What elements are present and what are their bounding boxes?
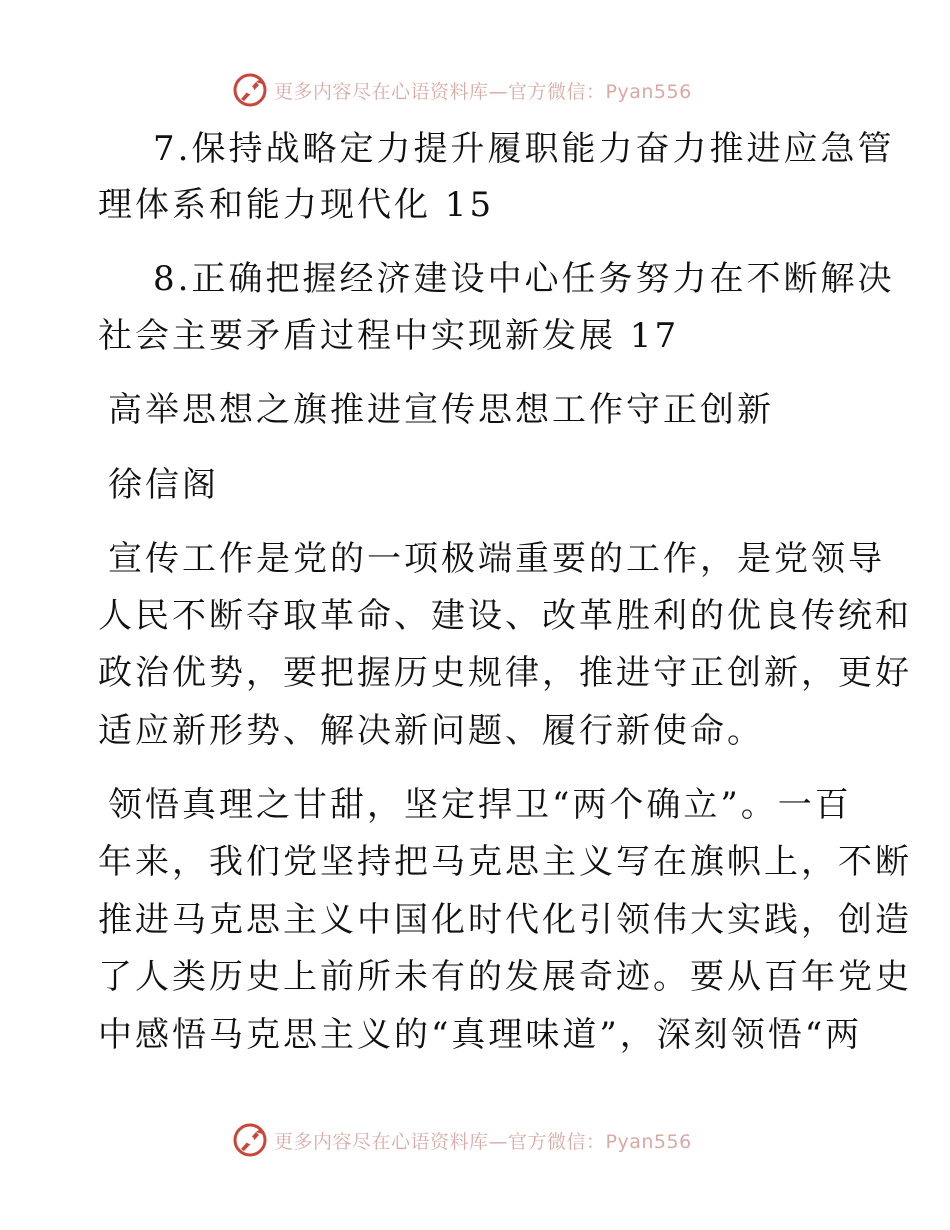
footer-banner-text: 更多内容尽在心语资料库—官方微信：Pyan556 xyxy=(274,1130,692,1153)
quill-logo-icon xyxy=(232,72,268,108)
paragraph-1-line: 宣传工作是党的一项极端重要的工作，是党领导 xyxy=(108,539,885,579)
article-title: 高举思想之旗推进宣传思想工作守正创新 xyxy=(108,390,774,430)
paragraph-1-line: 适应新形势、解决新问题、履行新使命。 xyxy=(98,711,764,751)
paragraph-2-line: 年来，我们党坚持把马克思主义写在旗帜上，不断 xyxy=(98,842,912,882)
quill-logo-icon xyxy=(232,1122,268,1158)
paragraph-2-line: 领悟真理之甘甜，坚定捍卫“两个确立”。一百 xyxy=(108,785,852,825)
footer-banner xyxy=(232,1122,692,1158)
header-banner xyxy=(232,72,692,108)
paragraph-2-line: 了人类历史上前所未有的发展奇迹。要从百年党史 xyxy=(98,957,912,997)
toc-item-7-line1: 7.保持战略定力提升履职能力奋力推进应急管 xyxy=(153,129,895,169)
toc-item-8-line1: 8.正确把握经济建设中心任务努力在不断解决 xyxy=(153,259,895,299)
toc-item-8-line2: 社会主要矛盾过程中实现新发展 17 xyxy=(98,316,680,356)
paragraph-2-line: 中感悟马克思主义的“真理味道”，深刻领悟“两 xyxy=(98,1015,863,1055)
header-banner-text: 更多内容尽在心语资料库—官方微信：Pyan556 xyxy=(274,80,692,103)
toc-item-7-line2: 理体系和能力现代化 15 xyxy=(98,185,495,225)
paragraph-2-line: 推进马克思主义中国化时代化引领伟大实践，创造 xyxy=(98,900,912,940)
paragraph-1-line: 人民不断夺取革命、建设、改革胜利的优良传统和 xyxy=(98,596,912,636)
paragraph-1-line: 政治优势，要把握历史规律，推进守正创新，更好 xyxy=(98,653,912,693)
article-author: 徐信阁 xyxy=(108,465,219,505)
